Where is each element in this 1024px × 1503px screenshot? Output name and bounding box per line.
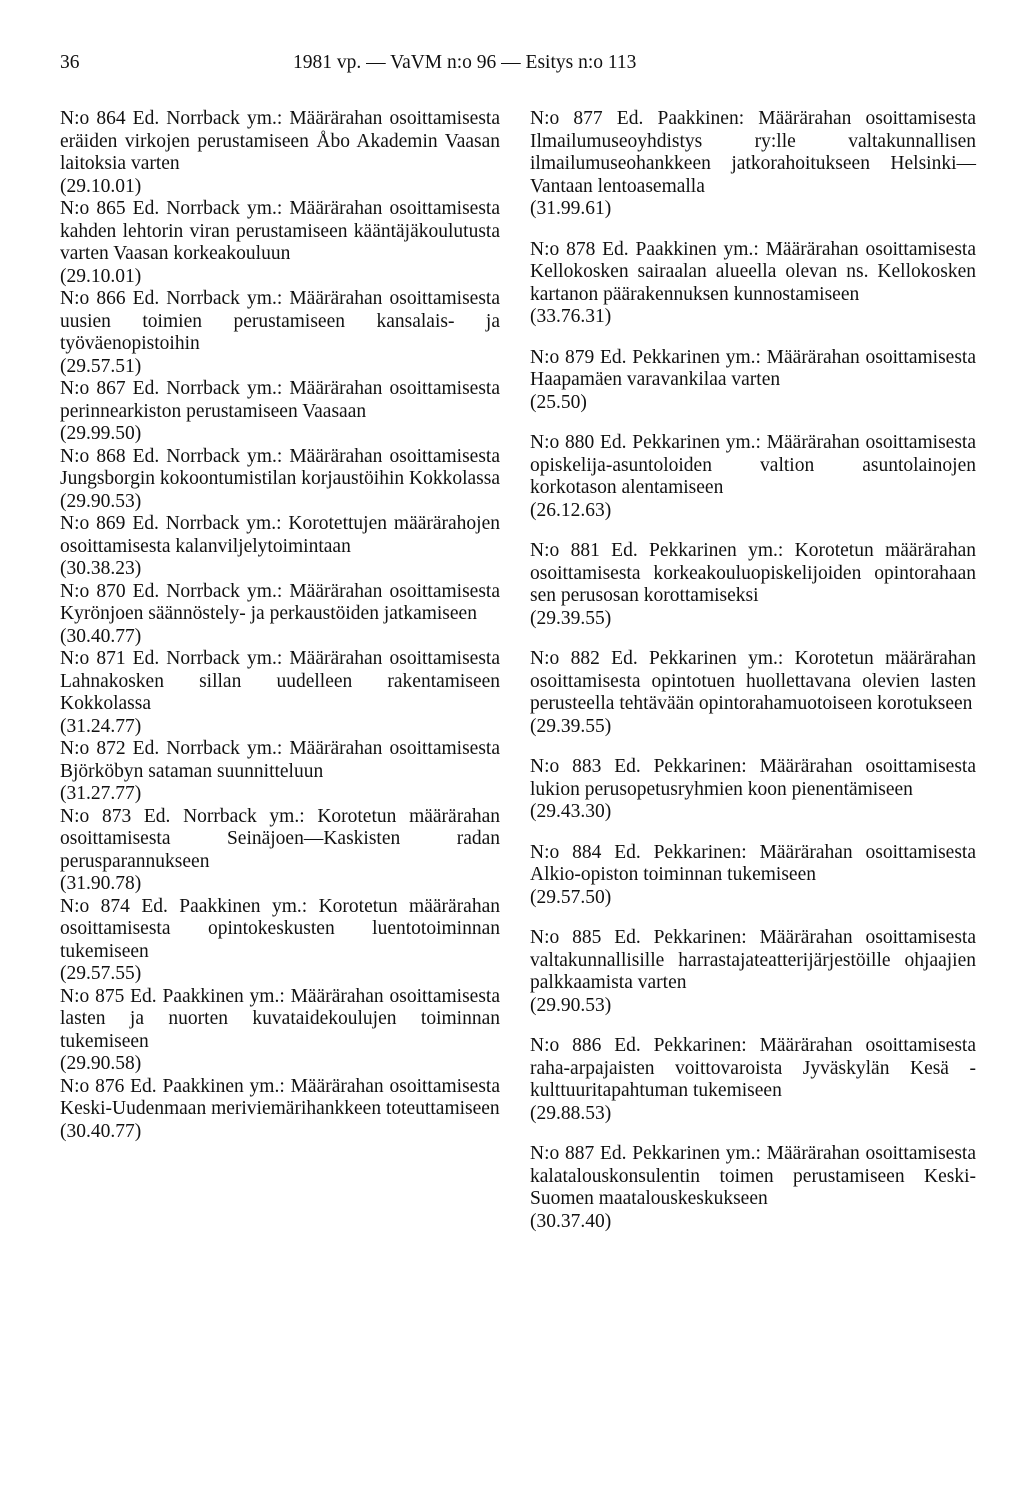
motion-entry bbox=[60, 378, 500, 446]
motion-code: (29.90.53) bbox=[60, 490, 142, 512]
motion-code: (31.90.78) bbox=[60, 873, 142, 894]
motion-text: N:o 867 Ed. Norrback ym.: Määrärahan osoittamisesta perinnearkiston perustamiseen Vaasaan bbox=[60, 378, 500, 422]
motion-text: N:o 881 Ed. Pekkarinen ym.: Korotetun määrärahan osoittamisesta korkeakouluopiskelijoiden opintorahaan sen perusosan korottamiseksi bbox=[530, 540, 976, 606]
motion-code: (26.12.63) bbox=[530, 499, 612, 521]
motion-entry bbox=[60, 1076, 500, 1144]
motion-entry bbox=[60, 581, 500, 649]
motion-text: N:o 887 Ed. Pekkarinen ym.: Määrärahan osoittamisesta kalatalouskonsulentin toimen perustamiseen Keski-Suomen maatalouskeskukseen bbox=[530, 1143, 976, 1209]
motion-entry bbox=[530, 540, 976, 630]
motion-entry bbox=[530, 842, 976, 910]
motion-entry bbox=[530, 239, 976, 329]
motion-entry bbox=[530, 1035, 976, 1125]
motion-text: N:o 885 Ed. Pekkarinen: Määrärahan osoittamisesta valtakunnallisille harrastajateatterijärjestöille ohjaajien palkkaamista varten bbox=[530, 927, 976, 993]
motion-text: N:o 884 Ed. Pekkarinen: Määrärahan osoittamisesta Alkio-opiston toiminnan tukemiseen bbox=[530, 841, 976, 885]
motion-entry bbox=[60, 986, 500, 1076]
motion-text: N:o 872 Ed. Norrback ym.: Määrärahan osoittamisesta Björköbyn sataman suunnitteluun bbox=[60, 738, 500, 782]
motion-text: N:o 864 Ed. Norrback ym.: Määrärahan osoittamisesta eräiden virkojen perustamiseen Åbo Akademin Vaasan laitoksia varten bbox=[60, 108, 500, 174]
motion-code: (31.99.61) bbox=[530, 198, 612, 219]
motion-entry bbox=[60, 648, 500, 738]
motion-entry bbox=[60, 288, 500, 378]
motion-entry bbox=[60, 198, 500, 288]
motion-code: (31.24.77) bbox=[60, 715, 142, 737]
motion-text: N:o 870 Ed. Norrback ym.: Määrärahan osoittamisesta Kyrönjoen säännöstely- ja perkaustöiden jatkamiseen bbox=[60, 580, 500, 624]
motion-entry bbox=[530, 108, 976, 221]
motion-code: (29.99.50) bbox=[60, 423, 142, 444]
motion-code: (31.27.77) bbox=[60, 783, 142, 804]
motion-text: N:o 882 Ed. Pekkarinen ym.: Korotetun määrärahan osoittamisesta opintotuen huollettavana olevien lasten perusteella tehtävään opintorahamuotoiseen korotukseen bbox=[530, 648, 976, 714]
motion-code: (29.39.55) bbox=[530, 715, 612, 737]
motion-entry bbox=[530, 347, 976, 415]
motion-text: N:o 878 Ed. Paakkinen ym.: Määrärahan osoittamisesta Kellokosken sairaalan alueella olevan ns. Kellokosken kartanon päärakennuksen kunnostamiseen bbox=[530, 238, 976, 305]
motion-text: N:o 877 Ed. Paakkinen: Määrärahan osoittamisesta Ilmailumuseoyhdistys ry:lle valtakunnallisen ilmailumuseohankkeen jatkorahoitukseen Helsinki—Vantaan lentoasemalla bbox=[530, 108, 976, 197]
page-number: 36 bbox=[60, 52, 80, 73]
motion-code: (29.57.50) bbox=[530, 886, 612, 908]
motion-code: (29.90.53) bbox=[530, 994, 612, 1016]
motion-code: (29.90.58) bbox=[60, 1053, 142, 1074]
motion-entry bbox=[530, 648, 976, 738]
running-title: 1981 vp. — VaVM n:o 96 — Esitys n:o 113 bbox=[293, 52, 637, 73]
motion-code: (25.50) bbox=[530, 391, 587, 413]
motion-text: N:o 875 Ed. Paakkinen ym.: Määrärahan osoittamisesta lasten ja nuorten kuvataidekoulujen toiminnan tukemiseen bbox=[60, 985, 500, 1052]
motion-entry bbox=[530, 927, 976, 1017]
motion-entry bbox=[60, 513, 500, 581]
motion-text: N:o 876 Ed. Paakkinen ym.: Määrärahan osoittamisesta Keski-Uudenmaan meriviemärihankkeen toteuttamiseen bbox=[60, 1075, 500, 1119]
motion-code: (29.57.55) bbox=[60, 963, 142, 984]
motion-text: N:o 865 Ed. Norrback ym.: Määrärahan osoittamisesta kahden lehtorin viran perustamiseen kääntäjäkoulutusta varten Vaasan korkeakouluun bbox=[60, 198, 500, 264]
motion-code: (33.76.31) bbox=[530, 306, 612, 327]
motion-entry bbox=[530, 756, 976, 824]
motion-code: (30.38.23) bbox=[60, 558, 142, 579]
motion-text: N:o 873 Ed. Norrback ym.: Korotetun määrärahan osoittamisesta Seinäjoen—Kaskisten radan perusparannukseen bbox=[60, 805, 500, 872]
motion-text: N:o 869 Ed. Norrback ym.: Korotettujen määrärahojen osoittamisesta kalanviljelytoimintaan bbox=[60, 513, 500, 557]
motion-code: (29.10.01) bbox=[60, 175, 142, 197]
motion-code: (29.39.55) bbox=[530, 607, 612, 629]
motion-code: (29.10.01) bbox=[60, 265, 142, 287]
motion-code: (29.57.51) bbox=[60, 355, 142, 377]
motion-code: (29.43.30) bbox=[530, 801, 612, 822]
motion-text: N:o 871 Ed. Norrback ym.: Määrärahan osoittamisesta Lahnakosken sillan uudelleen rakentamiseen Kokkolassa bbox=[60, 648, 500, 714]
motion-text: N:o 879 Ed. Pekkarinen ym.: Määrärahan osoittamisesta Haapamäen varavankilaa varten bbox=[530, 346, 976, 390]
left-column bbox=[60, 108, 500, 1143]
right-column bbox=[530, 108, 976, 1233]
motion-entry bbox=[60, 738, 500, 806]
motion-text: N:o 866 Ed. Norrback ym.: Määrärahan osoittamisesta uusien toimien perustamiseen kansalais- ja työväenopistoihin bbox=[60, 288, 500, 354]
motion-entry bbox=[60, 108, 500, 198]
motion-entry bbox=[60, 806, 500, 896]
motion-code: (30.40.77) bbox=[60, 1120, 142, 1142]
motion-text: N:o 874 Ed. Paakkinen ym.: Korotetun määrärahan osoittamisesta opintokeskusten luentotoiminnan tukemiseen bbox=[60, 895, 500, 962]
motion-code: (30.40.77) bbox=[60, 625, 142, 647]
motion-code: (29.88.53) bbox=[530, 1102, 612, 1124]
motion-entry bbox=[60, 896, 500, 986]
motion-entry bbox=[530, 1143, 976, 1233]
page-header bbox=[60, 52, 980, 82]
motion-text: N:o 883 Ed. Pekkarinen: Määrärahan osoittamisesta lukion perusopetusryhmien koon pienentämiseen bbox=[530, 756, 976, 800]
motion-text: N:o 880 Ed. Pekkarinen ym.: Määrärahan osoittamisesta opiskelija-asuntoloiden valtion asuntolainojen korkotason alentamiseen bbox=[530, 432, 976, 498]
motion-text: N:o 886 Ed. Pekkarinen: Määrärahan osoittamisesta raha-arpajaisten voittovaroista Jyväskylän Kesä -kulttuuritapahtuman tukemiseen bbox=[530, 1035, 976, 1101]
motion-entry bbox=[60, 446, 500, 514]
motion-entry bbox=[530, 432, 976, 522]
motion-text: N:o 868 Ed. Norrback ym.: Määrärahan osoittamisesta Jungsborgin kokoontumistilan korjaustöihin Kokkolassa bbox=[60, 445, 501, 489]
motion-code: (30.37.40) bbox=[530, 1210, 612, 1232]
